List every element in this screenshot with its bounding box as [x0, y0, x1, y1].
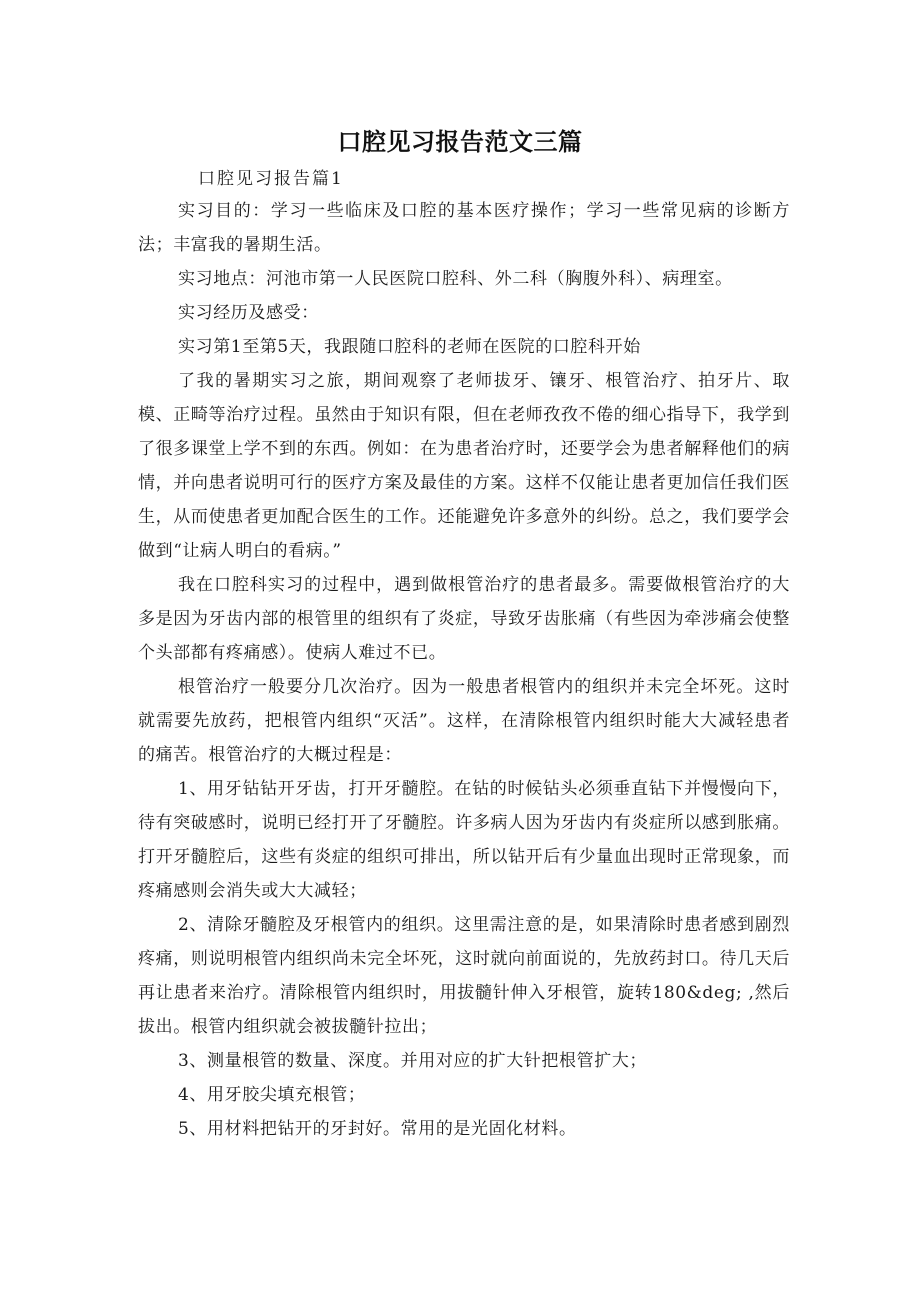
section-heading: 口腔见习报告篇1 [198, 169, 344, 189]
paragraph-step-2: 2、清除牙髓腔及牙根管内的组织。这里需注意的是，如果清除时患者感到剧烈疼痛，则说明根管内组织尚未完全坏死，这时就向前面说的，先放药封口。待几天后再让患者来治疗。清除根管内组织时，用拔髓针伸入牙根管，旋转180&deg; ,然后拔出。根管内组织就会被拔髓针拉出； [138, 915, 790, 1037]
paragraph-step-3: 3、测量根管的数量、深度。并用对应的扩大针把根管扩大； [178, 1051, 648, 1071]
paragraph-step-4: 4、用牙胶尖填充根管； [178, 1085, 366, 1105]
paragraph-step-1: 1、用牙钻钻开牙齿，打开牙髓腔。在钻的时候钻头必须垂直钻下并慢慢向下，待有突破感时，说明已经打开了牙髓腔。许多病人因为牙齿内有炎症所以感到胀痛。打开牙髓腔后，这些有炎症的组织可排出，所以钻开后有少量血出现时正常现象，而疼痛感则会消失或大大减轻； [138, 779, 790, 901]
paragraph-location: 实习地点：河池市第一人民医院口腔科、外二科（胸腹外科）、病理室。 [178, 269, 733, 289]
paragraph-step-5: 5、用材料把钻开的牙封好。常用的是光固化材料。 [178, 1119, 577, 1139]
document-body [138, 164, 790, 1146]
paragraph-days-intro: 实习第1至第5天，我跟随口腔科的老师在医院的口腔科开始 [178, 337, 641, 357]
document-title: 口腔见习报告范文三篇 [337, 128, 583, 156]
paragraph-experience-heading: 实习经历及感受： [178, 303, 319, 323]
paragraph-root-canal-process: 根管治疗一般要分几次治疗。因为一般患者根管内的组织并未完全坏死。这时就需要先放药，把根管内组织“灭活”。这样，在清除根管内组织时能大大减轻患者的痛苦。根管治疗的大概过程是： [138, 677, 790, 765]
paragraph-root-canal-patients: 我在口腔科实习的过程中，遇到做根管治疗的患者最多。需要做根管治疗的大多是因为牙齿内部的根管里的组织有了炎症，导致牙齿胀痛（有些因为牵涉痛会使整个头部都有疼痛感）。使病人难过不已。 [138, 575, 790, 663]
paragraph-summer-journey: 了我的暑期实习之旅，期间观察了老师拔牙、镶牙、根管治疗、拍牙片、取模、正畸等治疗过程。虽然由于知识有限，但在老师孜孜不倦的细心指导下，我学到了很多课堂上学不到的东西。例如：在为患者治疗时，还要学会为患者解释他们的病情，并向患者说明可行的医疗方案及最佳的方案。这样不仅能让患者更加信任我们医生，从而使患者更加配合医生的工作。还能避免许多意外的纠纷。总之，我们要学会做到“让病人明白的看病。” [138, 371, 790, 561]
paragraph-purpose: 实习目的：学习一些临床及口腔的基本医疗操作；学习一些常见病的诊断方法；丰富我的暑期生活。 [138, 201, 790, 255]
